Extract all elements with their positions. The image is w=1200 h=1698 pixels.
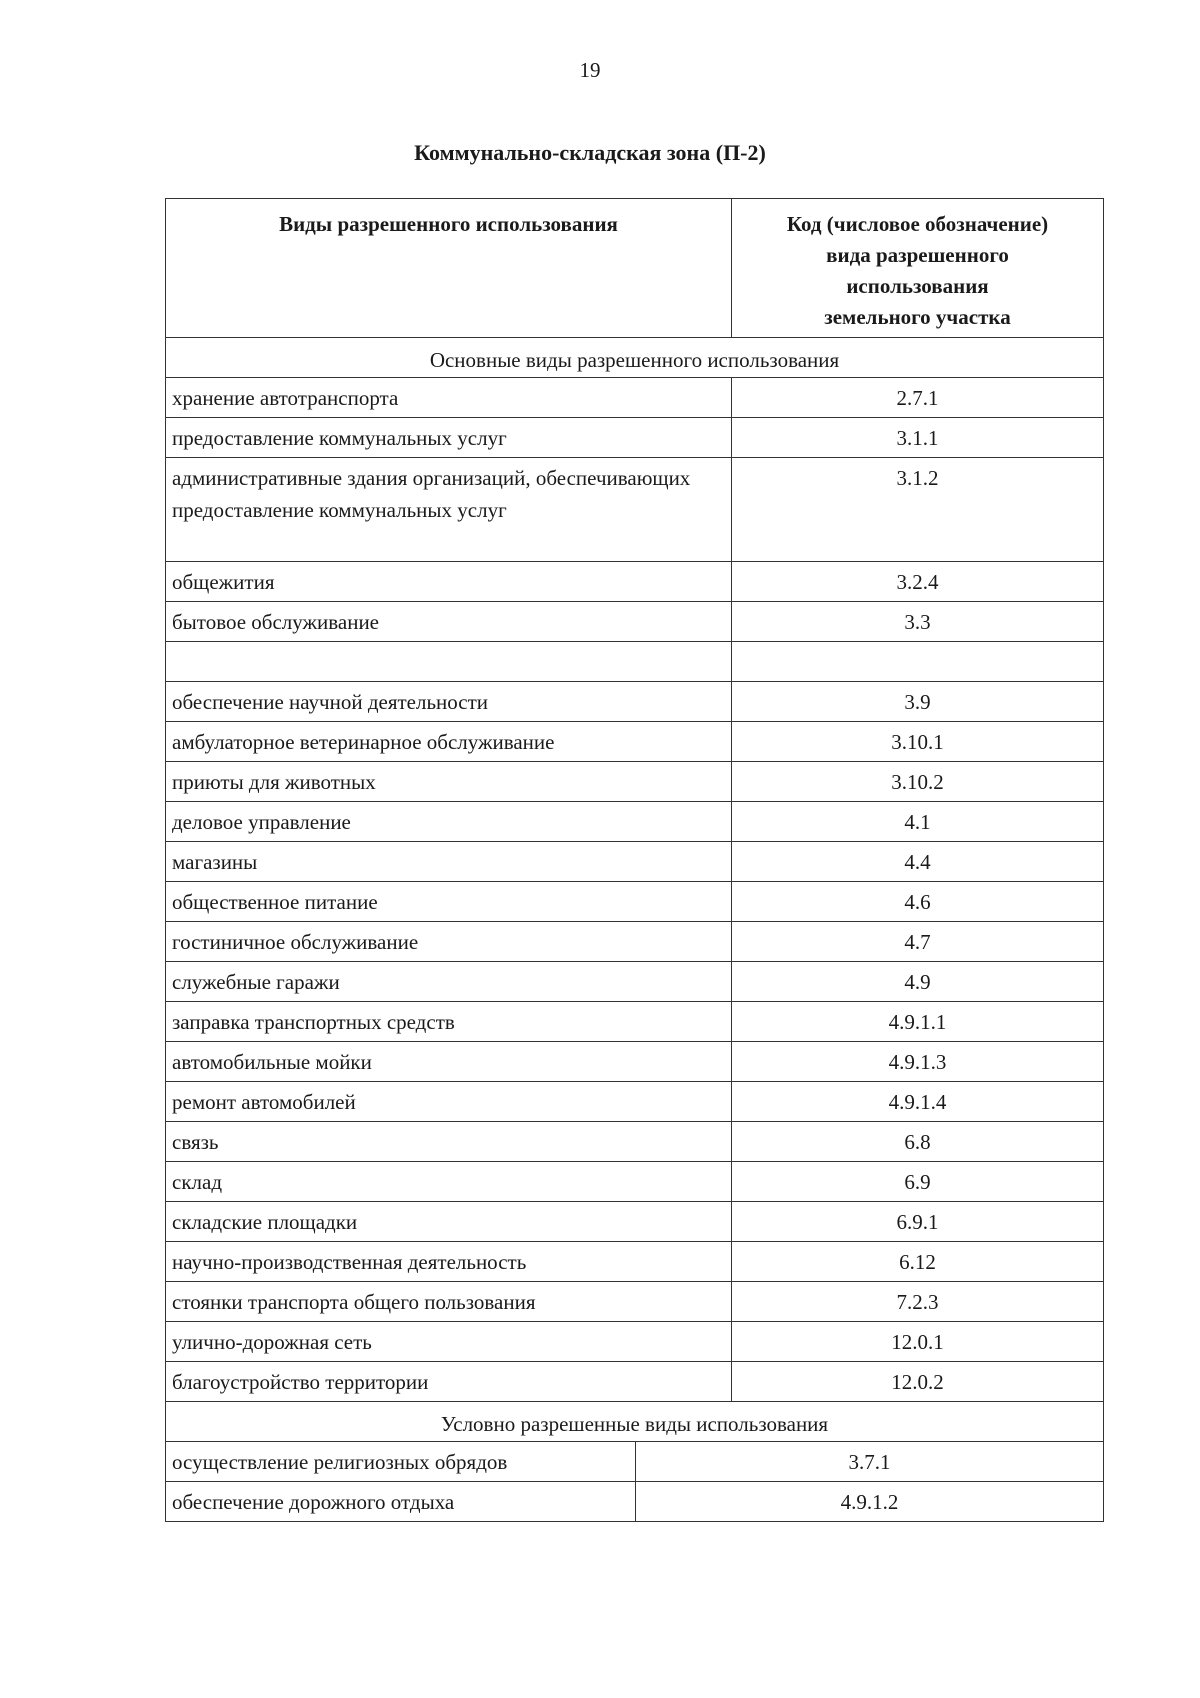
- main-table: [165, 198, 1104, 1402]
- use-code-cell: 4.6: [732, 882, 1104, 922]
- header-code: [732, 199, 1104, 338]
- use-code-cell: 4.9: [732, 962, 1104, 1002]
- header-code-line: Код (числовое обозначение): [786, 212, 1049, 236]
- use-code-cell: 4.1: [732, 802, 1104, 842]
- use-name-cell: обеспечение научной деятельности: [166, 682, 732, 722]
- use-code-cell: 3.1.2: [732, 458, 1104, 562]
- table-row: [166, 602, 1104, 642]
- use-code-cell: 3.1.1: [732, 418, 1104, 458]
- header-row: [166, 199, 1104, 338]
- use-name-cell: общественное питание: [166, 882, 732, 922]
- use-code-cell: 4.9.1.2: [636, 1482, 1104, 1522]
- use-code-cell: 6.9.1: [732, 1202, 1104, 1242]
- use-name-cell: складские площадки: [166, 1202, 732, 1242]
- use-name-cell: склад: [166, 1162, 732, 1202]
- use-name-cell: связь: [166, 1122, 732, 1162]
- use-name-cell: бытовое обслуживание: [166, 602, 732, 642]
- use-code-cell: 7.2.3: [732, 1282, 1104, 1322]
- page-title: Коммунально-складская зона (П-2): [414, 140, 766, 165]
- use-name-cell: служебные гаражи: [166, 962, 732, 1002]
- table-row: [166, 1322, 1104, 1362]
- use-name-cell: осуществление религиозных обрядов: [166, 1442, 636, 1482]
- use-code-cell: 3.3: [732, 602, 1104, 642]
- table-row: [166, 1202, 1104, 1242]
- header-uses: Виды разрешенного использования: [166, 199, 732, 338]
- section-label-main: Основные виды разрешенного использования: [166, 338, 1104, 378]
- section-label-conditional: Условно разрешенные виды использования: [166, 1402, 1104, 1442]
- table-row: [166, 882, 1104, 922]
- use-code-cell: 6.8: [732, 1122, 1104, 1162]
- table-row: [166, 1042, 1104, 1082]
- use-name-cell: приюты для животных: [166, 762, 732, 802]
- use-code-cell: 4.4: [732, 842, 1104, 882]
- land-use-table: [165, 198, 1103, 1522]
- table-row: [166, 1482, 1104, 1522]
- use-code-cell: 4.9.1.4: [732, 1082, 1104, 1122]
- section-row-conditional: [166, 1402, 1104, 1442]
- use-name-cell: административные здания организаций, обеспечивающих предоставление коммунальных услуг: [166, 458, 732, 562]
- use-name-cell: улично-дорожная сеть: [166, 1322, 732, 1362]
- use-code-cell: 4.9.1.3: [732, 1042, 1104, 1082]
- use-name-cell: обеспечение дорожного отдыха: [166, 1482, 636, 1522]
- main-rows: [166, 378, 1104, 1402]
- table-row: [166, 1002, 1104, 1042]
- table-row: [166, 1122, 1104, 1162]
- table-row: [166, 1162, 1104, 1202]
- conditional-rows: [166, 1442, 1104, 1522]
- table-row: [166, 1242, 1104, 1282]
- use-name-cell: хранение автотранспорта: [166, 378, 732, 418]
- table-row: [166, 762, 1104, 802]
- use-code-cell: 4.7: [732, 922, 1104, 962]
- table-row: [166, 562, 1104, 602]
- table-row: [166, 1282, 1104, 1322]
- use-name-cell: деловое управление: [166, 802, 732, 842]
- page-number: 19: [579, 58, 601, 82]
- use-name-cell: магазины: [166, 842, 732, 882]
- table-row: [166, 842, 1104, 882]
- use-name-cell: гостиничное обслуживание: [166, 922, 732, 962]
- use-code-cell: 3.10.1: [732, 722, 1104, 762]
- use-name-cell: стоянки транспорта общего пользования: [166, 1282, 732, 1322]
- table-row: [166, 642, 1104, 682]
- table-row: [166, 1362, 1104, 1402]
- use-name-cell: благоустройство территории: [166, 1362, 732, 1402]
- use-name-cell: амбулаторное ветеринарное обслуживание: [166, 722, 732, 762]
- use-name-cell: общежития: [166, 562, 732, 602]
- use-name-cell: научно-производственная деятельность: [166, 1242, 732, 1282]
- use-code-cell: 3.2.4: [732, 562, 1104, 602]
- table-row: [166, 722, 1104, 762]
- header-code-line: вида разрешенного: [826, 243, 1009, 267]
- use-code-cell: 12.0.1: [732, 1322, 1104, 1362]
- header-code-line: использования: [846, 274, 989, 298]
- conditional-table: [165, 1401, 1104, 1522]
- use-code-cell: 3.10.2: [732, 762, 1104, 802]
- use-name-cell: предоставление коммунальных услуг: [166, 418, 732, 458]
- use-code-cell: 12.0.2: [732, 1362, 1104, 1402]
- use-name-cell: [166, 642, 732, 682]
- use-code-cell: 4.9.1.1: [732, 1002, 1104, 1042]
- header-code-line: земельного участка: [824, 305, 1011, 329]
- use-code-cell: 6.9: [732, 1162, 1104, 1202]
- use-name-cell: ремонт автомобилей: [166, 1082, 732, 1122]
- table-row: [166, 458, 1104, 562]
- table-row: [166, 1442, 1104, 1482]
- table-row: [166, 922, 1104, 962]
- table-row: [166, 802, 1104, 842]
- table-row: [166, 378, 1104, 418]
- use-code-cell: 2.7.1: [732, 378, 1104, 418]
- table-row: [166, 418, 1104, 458]
- use-name-cell: заправка транспортных средств: [166, 1002, 732, 1042]
- table-row: [166, 1082, 1104, 1122]
- use-code-cell: 3.9: [732, 682, 1104, 722]
- table-row: [166, 962, 1104, 1002]
- use-name-cell: автомобильные мойки: [166, 1042, 732, 1082]
- section-row-main: [166, 338, 1104, 378]
- use-code-cell: 3.7.1: [636, 1442, 1104, 1482]
- use-code-cell: [732, 642, 1104, 682]
- use-code-cell: 6.12: [732, 1242, 1104, 1282]
- table-row: [166, 682, 1104, 722]
